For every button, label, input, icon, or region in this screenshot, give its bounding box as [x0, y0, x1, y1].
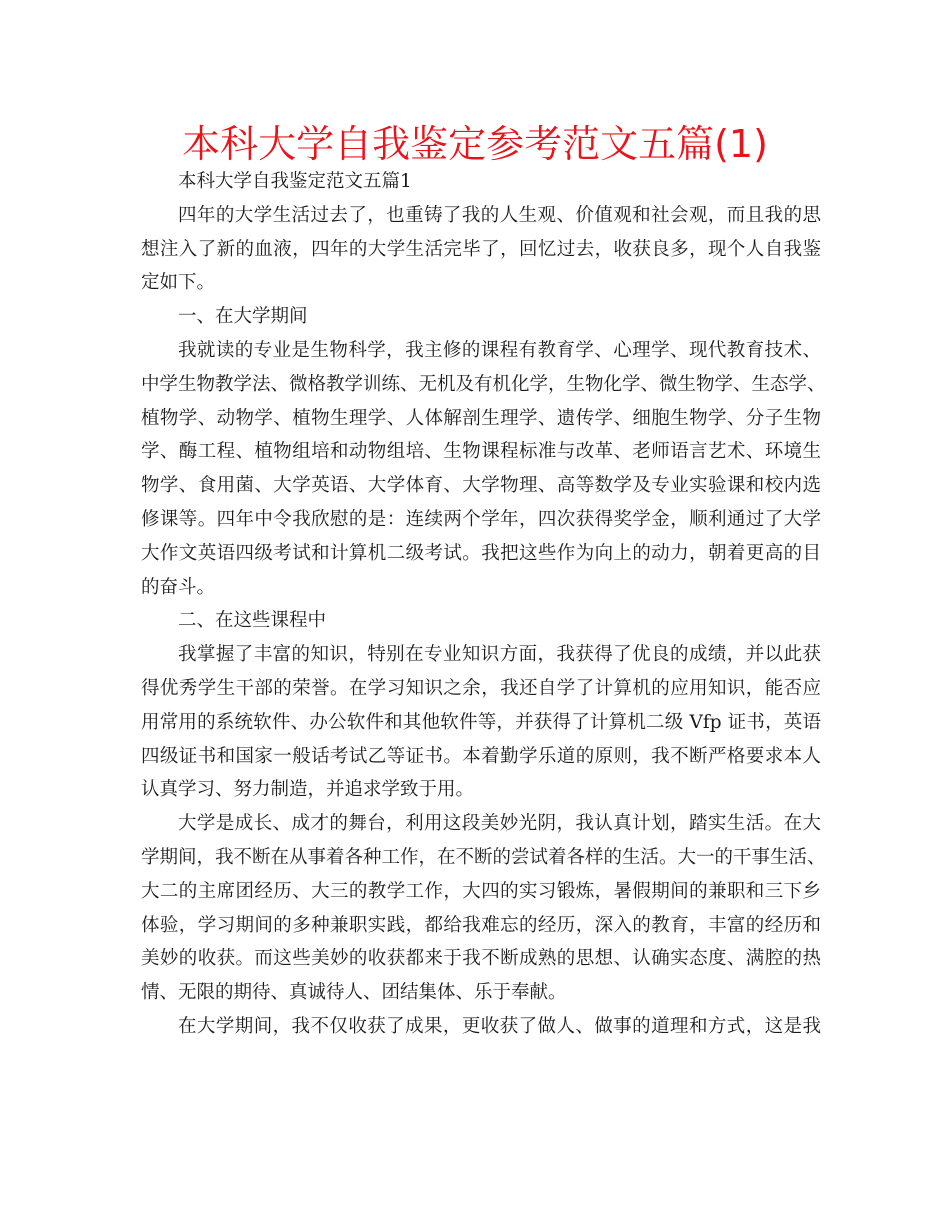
text-line: 大二的主席团经历、大三的教学工作，大四的实习锻炼，暑假期间的兼职和三下乡	[141, 880, 821, 902]
text-line: 一、在大学期间	[178, 306, 308, 328]
text-line: 定如下。	[141, 272, 216, 294]
text-line: 情、无限的期待、真诚待人、团结集体、乐于奉献。	[141, 982, 567, 1004]
document-title: 本科大学自我鉴定参考范文五篇(1)	[182, 122, 768, 166]
text-line: 植物学、动物学、植物生理学、人体解剖生理学、遗传学、细胞生物学、分子生物	[141, 407, 821, 429]
text-line: 我就读的专业是生物科学，我主修的课程有教育学、心理学、现代教育技术、	[178, 339, 821, 361]
text-line: 四年的大学生活过去了，也重铸了我的人生观、价值观和社会观，而且我的思	[178, 204, 821, 226]
text-line: 美妙的收获。而这些美妙的收获都来于我不断成熟的思想、认确实态度、满腔的热	[141, 948, 821, 970]
text-line: 二、在这些课程中	[178, 610, 327, 632]
text-line: 学期间，我不断在从事着各种工作，在不断的尝试着各样的生活。大一的干事生活、	[141, 846, 826, 868]
text-line: 用常用的系统软件、办公软件和其他软件等，并获得了计算机二级 Vfp 证书，英语	[141, 711, 821, 733]
text-line: 四级证书和国家一般话考试乙等证书。本着勤学乐道的原则，我不断严格要求本人	[141, 745, 821, 767]
text-line: 认真学习、努力制造，并追求学致于用。	[141, 779, 475, 801]
text-line: 修课等。四年中令我欣慰的是：连续两个学年，四次获得奖学金，顺利通过了大学	[141, 508, 821, 530]
text-line: 在大学期间，我不仅收获了成果，更收获了做人、做事的道理和方式，这是我	[178, 1015, 821, 1037]
text-line: 物学、食用菌、大学英语、大学体育、大学物理、高等数学及专业实验课和校内选	[141, 475, 821, 497]
document-body	[141, 165, 826, 1044]
text-line: 学、酶工程、植物组培和动物组培、生物课程标准与改革、老师语言艺术、环境生	[141, 441, 821, 463]
text-line: 体验，学习期间的多种兼职实践，都给我难忘的经历，深入的教育，丰富的经历和	[141, 914, 821, 936]
text-line: 本科大学自我鉴定范文五篇1	[178, 171, 412, 192]
text-line: 我掌握了丰富的知识，特别在专业知识方面，我获得了优良的成绩，并以此获	[178, 644, 821, 666]
text-line: 得优秀学生干部的荣誉。在学习知识之余，我还自学了计算机的应用知识，能否应	[141, 677, 821, 699]
text-line: 中学生物教学法、微格教学训练、无机及有机化学，生物化学、微生物学、生态学、	[141, 373, 826, 395]
text-line: 的奋斗。	[141, 576, 216, 598]
text-line: 想注入了新的血液，四年的大学生活完毕了，回忆过去，收获良多，现个人自我鉴	[141, 238, 821, 260]
text-line: 大作文英语四级考试和计算机二级考试。我把这些作为向上的动力，朝着更高的目	[141, 542, 821, 564]
text-line: 大学是成长、成才的舞台，利用这段美妙光阴，我认真计划，踏实生活。在大	[178, 813, 821, 835]
